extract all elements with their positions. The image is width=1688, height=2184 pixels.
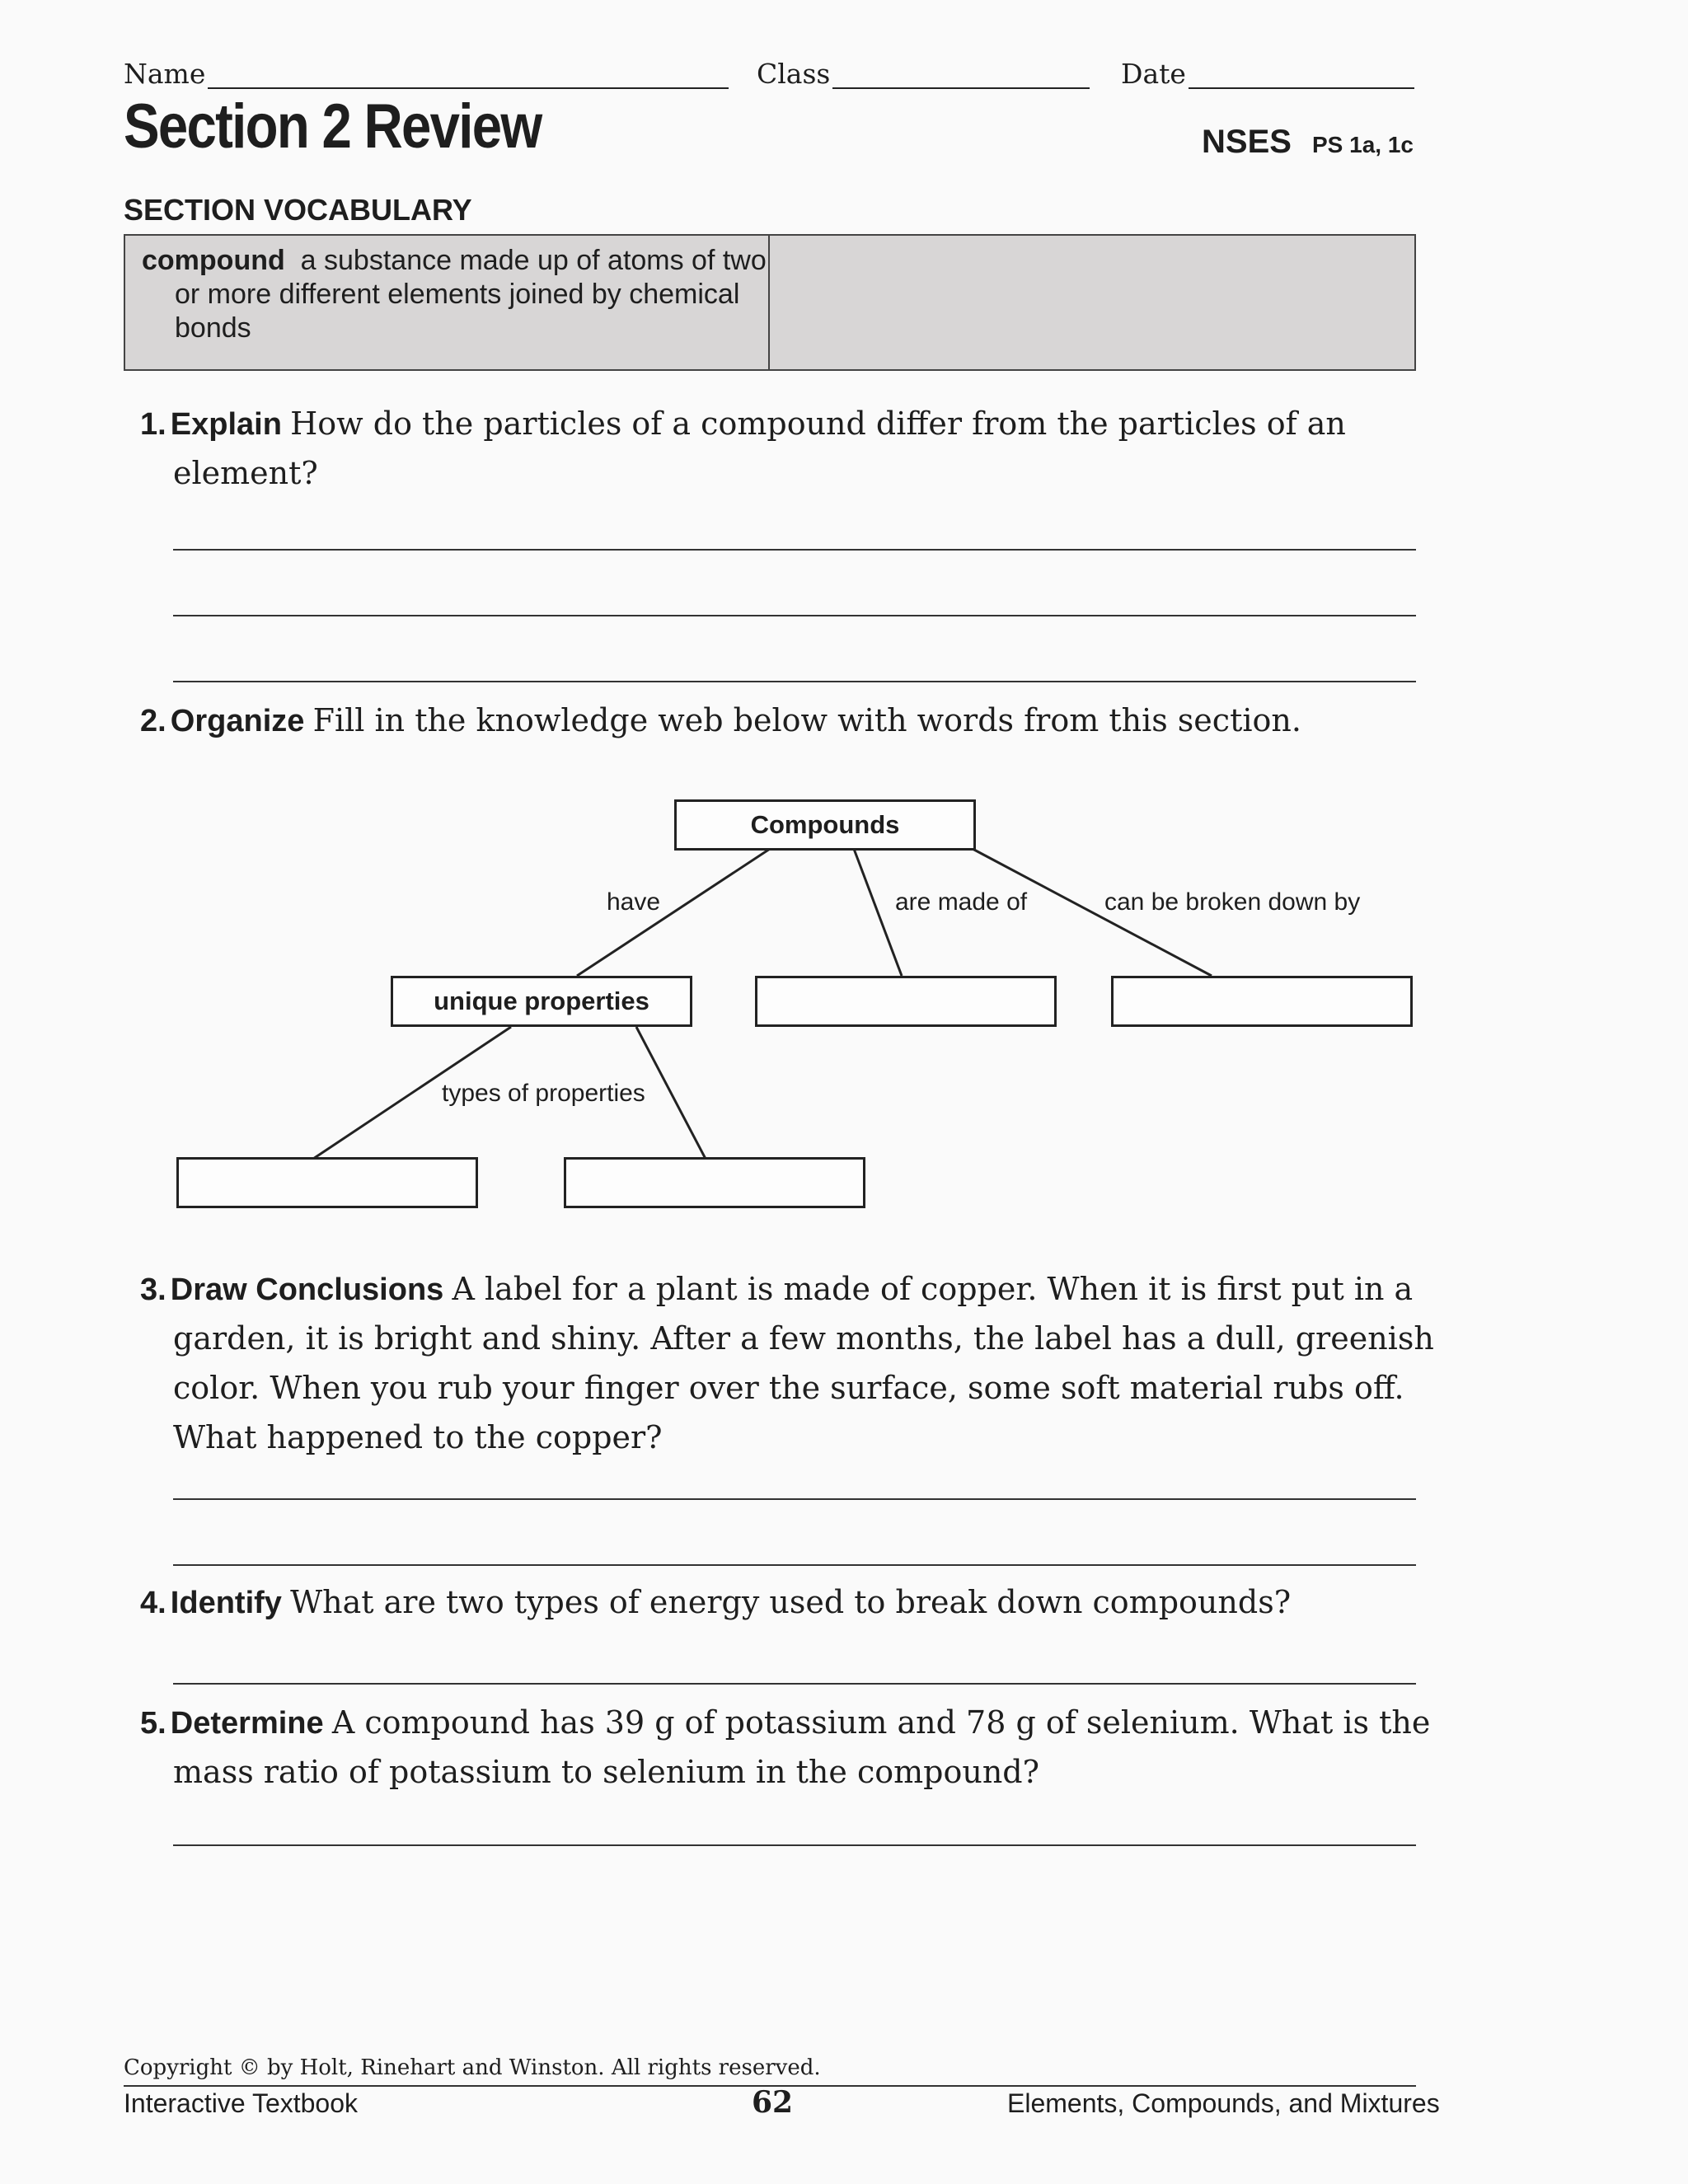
question-4-text: What are two types of energy used to break down compounds? <box>290 1584 1292 1620</box>
answer-line[interactable] <box>173 1683 1416 1685</box>
web-node-compounds: Compounds <box>674 799 976 851</box>
vocabulary-heading: SECTION VOCABULARY <box>124 193 472 227</box>
page-title: Section 2 Review <box>124 91 542 162</box>
vocabulary-term: compound <box>142 245 285 276</box>
edge-label-made-of: are made of <box>895 888 1028 916</box>
question-2: 2. Organize Fill in the knowledge web below with words from this section. <box>140 702 1301 738</box>
question-1: 1. Explain How do the particles of a compound differ from the particles of an element? <box>140 405 1346 491</box>
web-blank-made-of[interactable] <box>755 976 1057 1027</box>
copyright-notice: Copyright © by Holt, Rinehart and Winston. All rights reserved. <box>124 2055 821 2080</box>
question-1-verb: Explain <box>170 407 282 442</box>
question-1-text: How do the particles of a compound differ from the particles of an element? <box>173 405 1346 491</box>
page-number: 62 <box>752 2085 794 2120</box>
standards-codes: PS 1a, 1c <box>1312 132 1414 157</box>
question-3-text: A label for a plant is made of copper. When it is first put in a garden, it is bright and shiny. After a few months, the label has a dull, greenish color. When you rub your finger over the surface, some soft material rubs off. What happened to the copper? <box>173 1271 1434 1455</box>
web-blank-broken-down[interactable] <box>1111 976 1413 1027</box>
question-4-verb: Identify <box>170 1586 282 1620</box>
edge-types-right-line <box>636 1027 706 1159</box>
question-5-text: A compound has 39 g of potassium and 78 g of selenium. What is the mass ratio of potassium to selenium in the compound? <box>173 1704 1431 1790</box>
question-3: 3. Draw Conclusions A label for a plant is made of copper. When it is first put in a garden, it is bright and shiny. After a few months, the label has a dull, greenish color. When you rub your finger over the surface, some soft material rubs off. What happened to the copper? <box>140 1271 1434 1455</box>
edge-label-have: have <box>607 888 661 916</box>
date-label: Date <box>1121 58 1186 90</box>
question-2-verb: Organize <box>170 704 305 738</box>
web-blank-property-2[interactable] <box>564 1157 865 1208</box>
edge-label-types: types of properties <box>442 1080 645 1107</box>
name-label: Name <box>124 58 206 90</box>
web-blank-property-1[interactable] <box>176 1157 478 1208</box>
footer-book-title: Interactive Textbook <box>124 2088 359 2118</box>
standards-label: NSES <box>1202 124 1292 160</box>
edge-label-broken-down: can be broken down by <box>1104 888 1361 916</box>
question-4: 4. Identify What are two types of energy used to break down compounds? <box>140 1584 1292 1620</box>
question-5: 5. Determine A compound has 39 g of potassium and 78 g of selenium. What is the mass ratio of potassium to selenium in the compound? <box>140 1704 1431 1790</box>
vocabulary-definition: a substance made up of atoms of two or more different elements joined by chemical bonds <box>175 245 767 344</box>
answer-line[interactable] <box>173 1844 1416 1846</box>
web-node-unique-properties: unique properties <box>391 976 692 1027</box>
question-5-verb: Determine <box>170 1706 324 1741</box>
answer-line[interactable] <box>173 1564 1416 1566</box>
class-label: Class <box>757 58 831 90</box>
answer-line[interactable] <box>173 1498 1416 1500</box>
question-2-text: Fill in the knowledge web below with words from this section. <box>312 702 1301 738</box>
footer-chapter-title: Elements, Compounds, and Mixtures <box>1007 2088 1440 2118</box>
question-3-verb: Draw Conclusions <box>170 1272 444 1307</box>
